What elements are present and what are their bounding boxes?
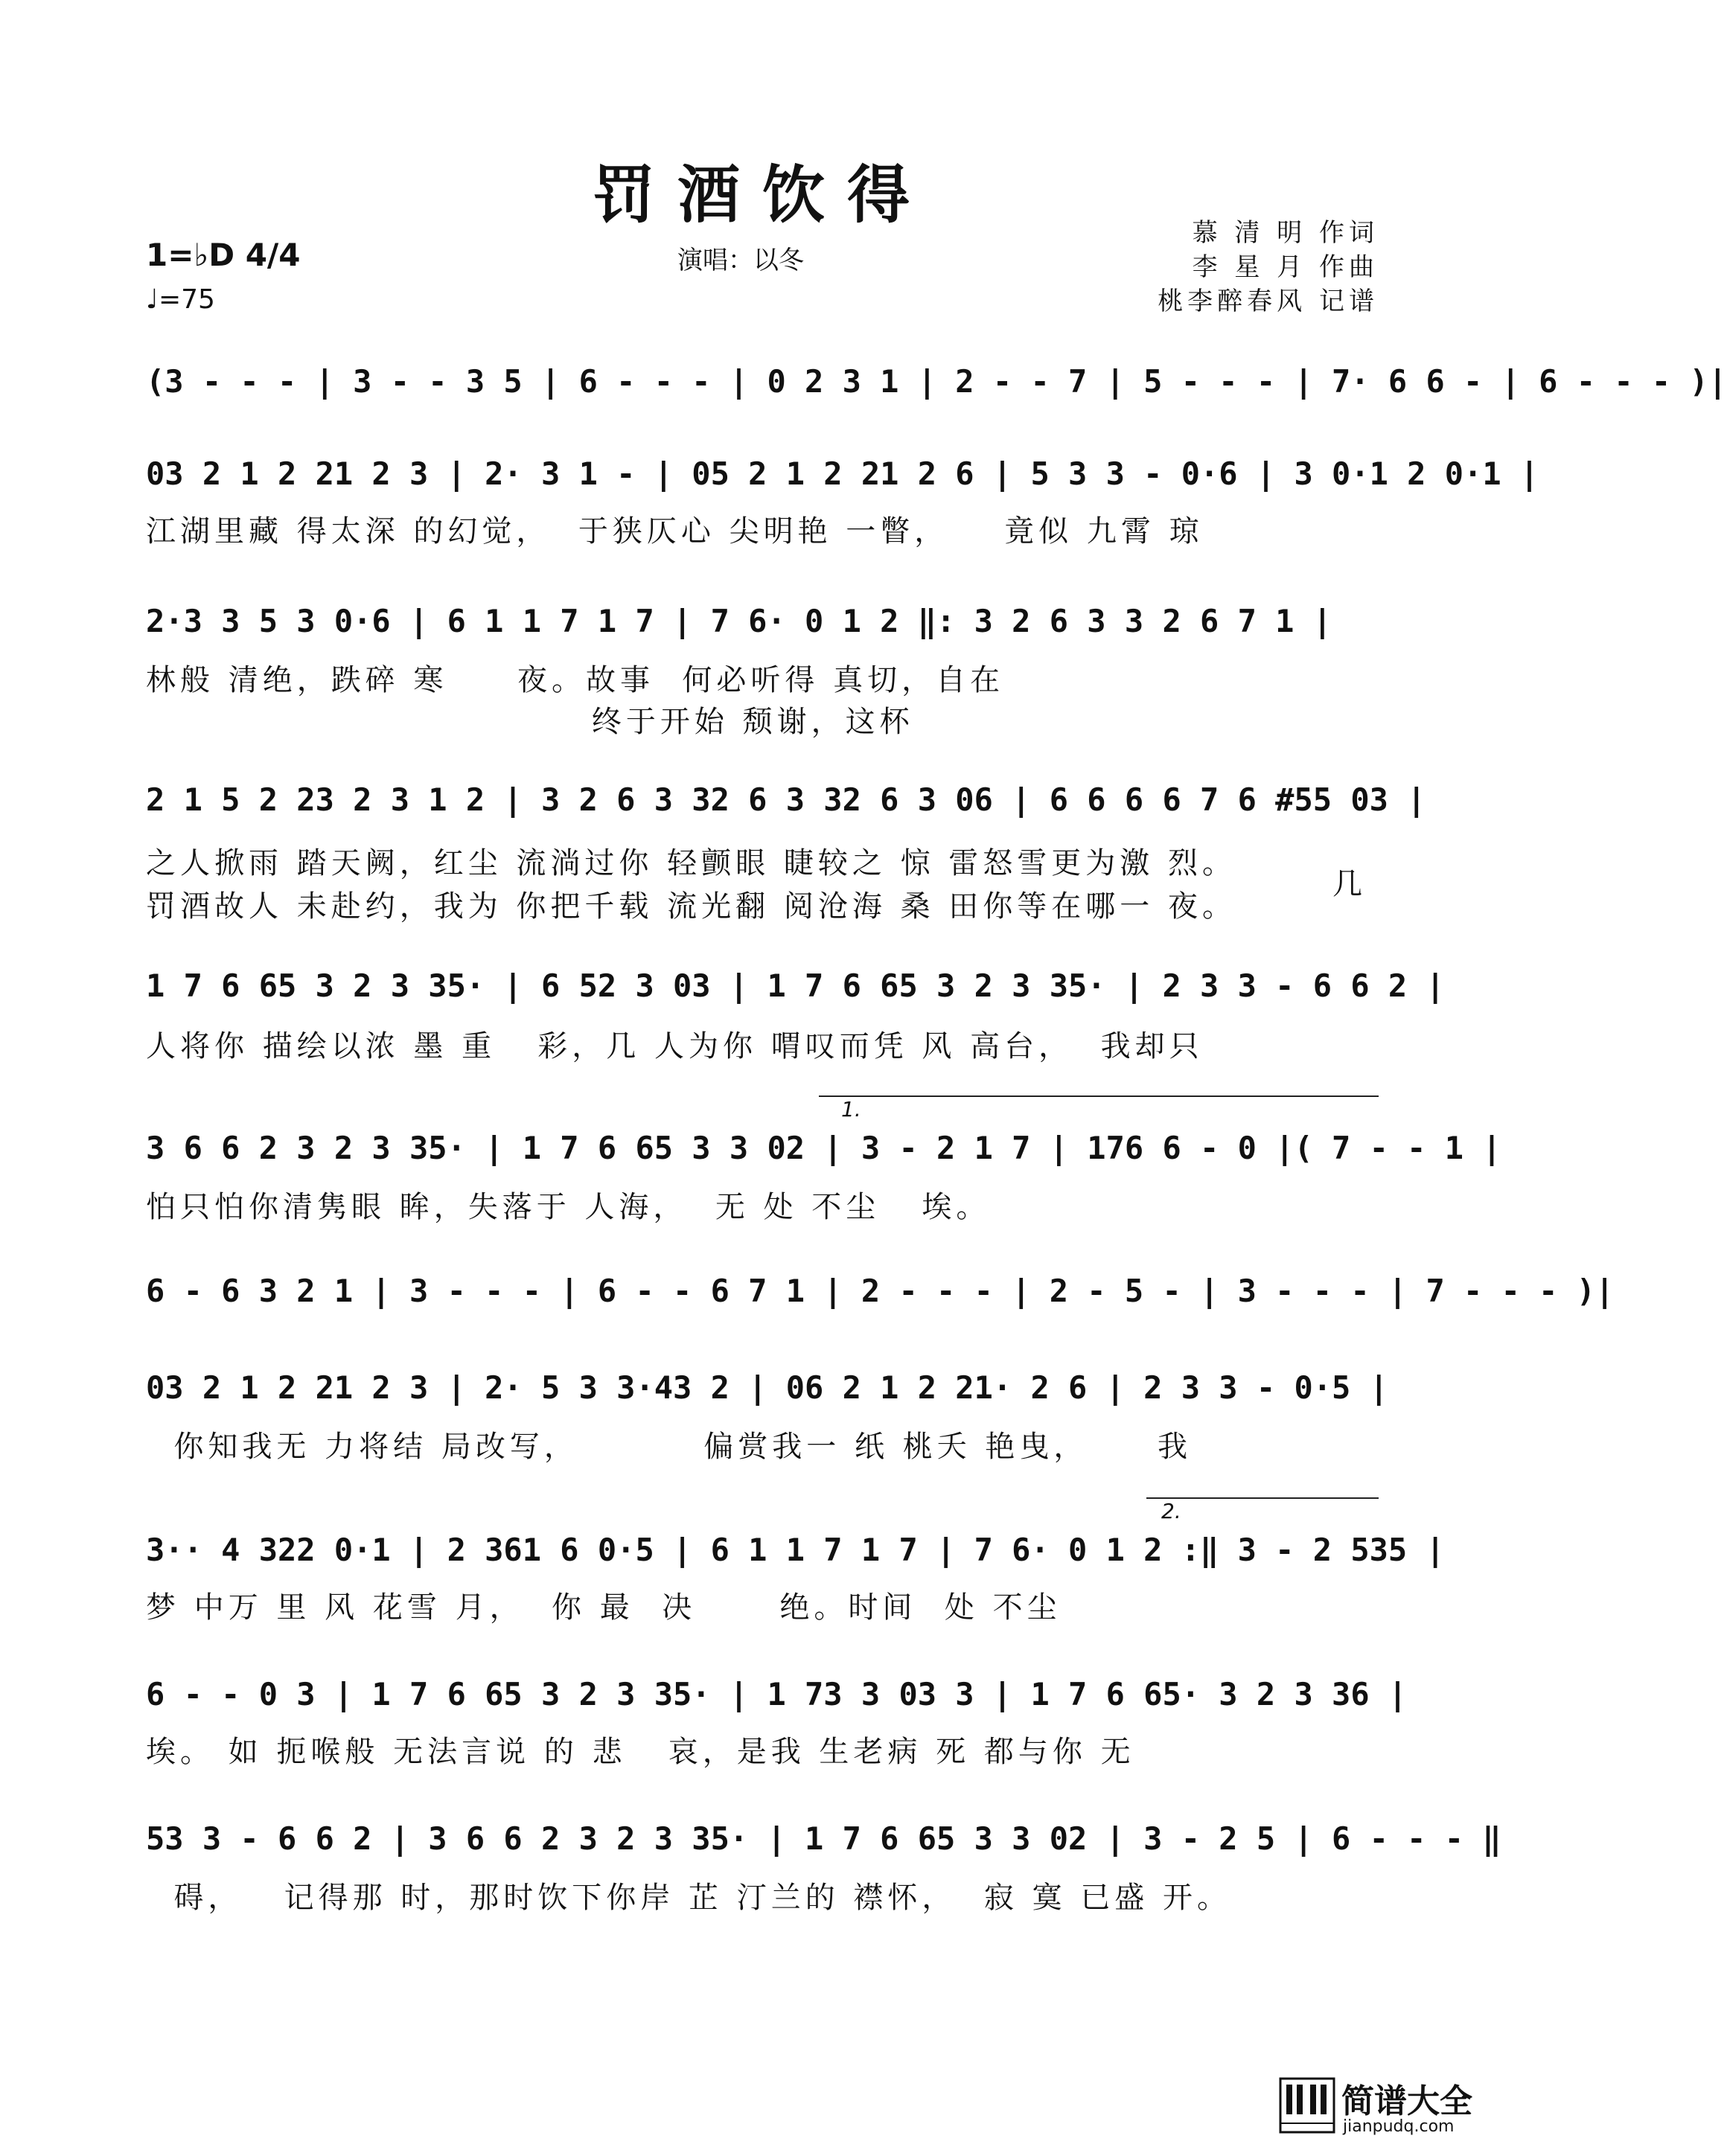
lyric-line-8: 你知我无 力将结 局改写， 偏赏我一 纸 桃夭 艳曳， 我 [146, 1430, 1193, 1464]
piano-logo-icon [1279, 2077, 1335, 2134]
site-logo [1279, 2074, 1502, 2141]
score-line-7: 6 - 6 3 2 1 | 3 - - - | 6 - - 6 7 1 | 2 - - - | 2 - 5 - | 3 - - - | 7 - - - )| [146, 1273, 1615, 1309]
volta-1-bracket [819, 1095, 1379, 1097]
transcriber-credit: 桃李醉春风 记谱 [1158, 287, 1379, 316]
composer-credit: 李 星 月 作曲 [1192, 252, 1379, 282]
page-title: 罚酒饮得 [592, 158, 932, 231]
singer-credit: 演唱：以冬 [677, 246, 804, 275]
tempo-marking: ♩=75 [146, 284, 215, 315]
score-line-6: 3 6 6 2 3 2 3 35· | 1 7 6 65 3 3 02 | 3 - 2 1 7 | 176 6 - 0 |( 7 - - 1 | [146, 1130, 1501, 1166]
volta-2-bracket [1146, 1497, 1379, 1499]
score-line-2: 03 2 1 2 21 2 3 | 2· 3 1 - | 05 2 1 2 21 2 6 | 5 3 3 - 0·6 | 3 0·1 2 0·1 | [146, 455, 1539, 492]
lyric-line-2: 林般 清绝，跌碎 寒 夜。故事 何必听得 真切，自在 [146, 663, 1005, 697]
logo-site: jianpudq.com [1343, 2117, 1455, 2136]
score-line-3: 2·3 3 5 3 0·6 | 6 1 1 7 1 7 | 7 6· 0 1 2 ‖: 3 2 6 3 3 2 6 7 1 | [146, 603, 1332, 639]
credits-block [1158, 216, 1379, 319]
lyric-line-4: 之人掀雨 踏天阙，红尘 流淌过你 轻颤眼 睫较之 惊 雷怒雪更为激 烈。 [146, 846, 1237, 880]
key-signature: 1=♭D 4/4 [146, 237, 301, 273]
lyric-carry-char: 几 [1332, 867, 1367, 901]
logo-name: 简谱大全 [1341, 2082, 1472, 2120]
score-line-5: 1 7 6 65 3 2 3 35· | 6 52 3 03 | 1 7 6 65 3 2 3 35· | 2 3 3 - 6 6 2 | [146, 967, 1445, 1004]
score-line-10: 6 - - 0 3 | 1 7 6 65 3 2 3 35· | 1 73 3 03 3 | 1 7 6 65· 3 2 3 36 | [146, 1676, 1408, 1712]
lyric-line-1: 江湖里藏 得太深 的幻觉， 于狭仄心 尖明艳 一瞥， 竟似 九霄 琼 [146, 514, 1204, 548]
volta-1-label: 1. [841, 1097, 861, 1122]
score-line-9: 3·· 4 322 0·1 | 2 361 6 0·5 | 6 1 1 7 1 7 | 7 6· 0 1 2 :‖ 3 - 2 535 | [146, 1532, 1445, 1568]
lyric-line-9: 梦 中万 里 风 花雪 月， 你 最 决 绝。时间 处 不尘 [146, 1590, 1062, 1625]
lyricist-credit: 慕 清 明 作词 [1192, 218, 1379, 248]
score-line-1: (3 - - - | 3 - - 3 5 | 6 - - - | 0 2 3 1 | 2 - - 7 | 5 - - - | 7· 6 6 - | 6 - - - )| [146, 363, 1727, 400]
lyric-line-11: 碍， 记得那 时，那时饮下你岸 芷 汀兰的 襟怀， 寂 寞 已盛 开。 [146, 1881, 1232, 1915]
volta-2-label: 2. [1161, 1499, 1181, 1523]
lyric-line-3: 终于开始 颓谢，这杯 [146, 705, 914, 739]
lyric-line-6: 人将你 描绘以浓 墨 重 彩，几 人为你 喟叹而凭 风 高台， 我却只 [146, 1029, 1204, 1063]
lyric-line-10: 埃。 如 扼喉般 无法言说 的 悲 哀，是我 生老病 死 都与你 无 [146, 1735, 1135, 1769]
score-line-8: 03 2 1 2 21 2 3 | 2· 5 3 3·43 2 | 06 2 1 2 21· 2 6 | 2 3 3 - 0·5 | [146, 1369, 1388, 1406]
score-line-11: 53 3 - 6 6 2 | 3 6 6 2 3 2 3 35· | 1 7 6 65 3 3 02 | 3 - 2 5 | 6 - - - ‖ [146, 1820, 1501, 1857]
lyric-line-7: 怕只怕你清隽眼 眸，失落于 人海， 无 处 不尘 埃。 [146, 1190, 991, 1224]
score-line-4: 2 1 5 2 23 2 3 1 2 | 3 2 6 3 32 6 3 32 6 3 06 | 6 6 6 6 7 6 #55 03 | [146, 781, 1426, 818]
lyric-line-5: 罚酒故人 未赴约，我为 你把千载 流光翻 阅沧海 桑 田你等在哪一 夜。 [146, 889, 1237, 924]
